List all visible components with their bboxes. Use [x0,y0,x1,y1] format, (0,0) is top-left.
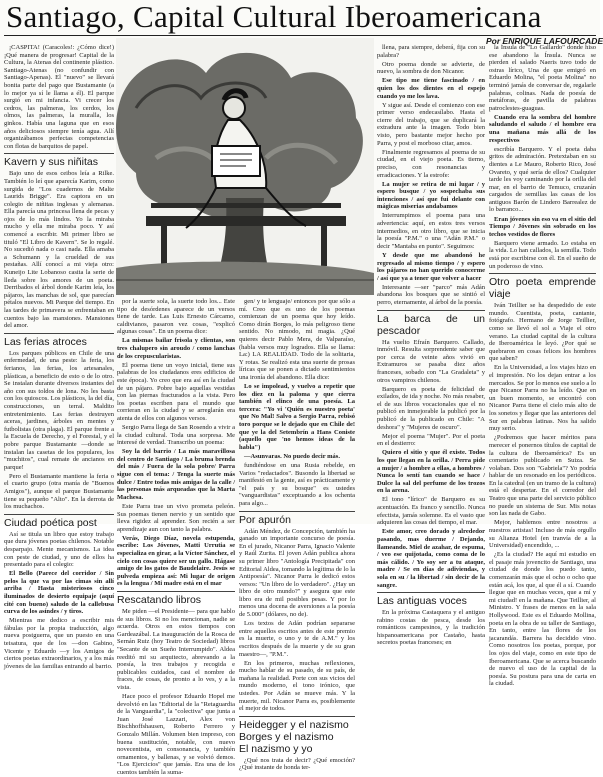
paragraph: Interesante —ser "parco" más Adán abandona los bosques que se sintió el perro, eternamente, al árbol de la poesía. [377,283,485,306]
paragraph: Adán Méndez, de Concepción, también ha ganado un importante concurso de poesía. En el jurado, Nicanor Parra, Ignacio Valente y Raúl Zurita. El joven Adán publica ahora su primer libro "Antología Precipitada" con Editorial Aldea, tomando la legítima de lo la Antipoesía". Nicanor Parra le dedicó estos versos: "Un libro de lo verdadero". ¿Hay un libro de otro mundo?" y asegura que este libro era de mil posibles pesas. Y por lo menos una docena de aversiones a la poesía de 5.000" (dólares, no de). [239,527,355,619]
subhead-otro-poeta: Otro poeta emprende viaje [489,273,596,300]
quoted-verse: Ese tipo me tiene fascinado / en quien los dos dientes en el espejo cuando yo me los lava. [377,77,485,100]
paragraph: Otro poema donde se advierte, de nuevo, la sombra de don Nicanor. [377,60,485,76]
paragraph: Interrumpimos el poema para una advertencia: aquí, en estos tres versos intermedios, en otro libro, que se inicia la poesía "P.M." o una "Adán P.M." o decir "Mantaba en punto". Seguimos: [377,212,485,250]
paragraph: Y sigue así. Desde el comienzo con ese primer verso endecasílabo. Hasta el cierre del trabajo, que se duplicará la extradura ante la imagen. Todo bien visto, pero bastante mejor hecho por Parra, y post el morboso citar, amos. [377,101,485,147]
quoted-verse: El Bello (Parece del corridor / Sin pelos la que va por las cimas sin allí arriba / Hasta misteriosos cinco iluminados de desierto equipaje (aquí cité con bueno) saludo de la callebusa curva de los asíndes / y tiros. [4,570,114,616]
subhead-antiguas-voces: Las antiguas voces [377,592,485,607]
paragraph: Barquero viene armado. Lo estaba en la vida. Lo han callados, la semilla. Todo está por escribirse con él. En el sueño de un poderoso de vino. [489,239,596,270]
quoted-verse: La mujer se retira de mi lugar / y espero busque / yo sospechaba sus intenciones / así que fui delante con mágicas miserias andabamos [377,180,485,211]
byline: Por ENRIQUE LAFOURCADE [486,36,603,46]
quoted-verse: Soy la del barrio / La más maravillosa del centro de Santiago / La bruma brenda del más / Fuera de la sola pobre/ Parra sigue con el tema: / Tenga la suerte más dulce / Entre todas mis amigas de la calle / las personas más arqueadas que la Marta Machesa. [117,448,235,501]
paragraph: Así se titula un libro que estoy trabajo que dura jóvenes poetas chilenos. Notable desparpajo. Mente mecanismos. La idea con peste de ciudad, y uno de ellos ha presentado para el colegio: [4,530,114,569]
subhead-line: Heidegger y el nazismo [239,718,349,731]
quoted-verse: Eran jóvenes sin eso va en el sitio del Tiempo / Jóvenes sin sobrado en los techos vestidos de flores [489,215,596,238]
column-3 [239,298,355,772]
intro-paragraph: ¡CASPITA! (Caracoles!: ¿Cómo dice!) ¡Qué manera de progresar! Capital de la Cultura, la Atenas del continente plástico. Santiago-Atenas (no confundir con Santiago-Apenas). El "nuevo" se llevará bonita parte del pago que Bustamante (a lo mejor ya sí le llama a él). El parque surgió en mi infancia. Vi crecer los cedros, las palmeras, los cerdos, los olmos, las palmeras, la muralla, los ginkos. Había una laguna que en esos años deliciosos siempre tenía agua. Allí organizábamos perfectas competencias con flotas de barquitos de papel. [4,44,114,150]
paragraph: Mejor el poema "Mujer". Por el poeta en el destierro: [377,432,485,448]
quoted-verse: Y desde que me abandonó he regresado al mismo tiempo / y espero los pájaros no han querido conocerme / así que ya a tener que volver a hacer [377,251,485,282]
illustration [116,38,374,295]
paragraph: Mejor, hablemos entre nosotros a nuestros artistas! Incluso de más orgullo su Alianza Hotel (en tranvía de a la Universidad) encendido, ... [489,519,596,550]
paragraph: Hace poco el profesor Eduardo Hopel me devolvió en las "Editorial de la "Retaguardia de la Vanguardia", la "colectiva" que junta a Juan José Lazzari, Alex von Bischhoffshausen, Roberto Ferrero y Gonzalo Millán. Volumen bien impreso, con buena sustitución, notable, con nuevo novecentista, en consonancia, y también ornamentos, y ballenas, y se volvió demos. "Los Ejercicios" que jamás. Era una de los cuentos también la suma- [117,693,235,776]
quoted-verse: Este amor, creo dorado y alrededor pasando, mas duerme / Dejando, llameando. Miel de azahar, de espuma, / veo ese quijotada, como coma de lo más cálido. / Yo soy ser a tu ataque, madre / Se en días de adiviendas, y sola en su / la libertad / sin decir de la sangre. [377,528,485,589]
column-2 [117,298,235,776]
paragraph: Finalmente regresamos al poema de su ciudad, en el viejo poeta. Es tierno, preciso, con resonancias y erradicaciones. Y la estrofe: [377,148,485,179]
subhead-ferias: Las ferias atroces [4,333,114,348]
subhead-heidegger [239,716,355,755]
paragraph: ¿Qué nos trata de decir? ¿Qué emoción? ¿Qué instante de honda ter- [239,756,355,772]
quoted-verse: —Asunvaras. No puedo decir más. [244,452,340,460]
subhead-line: El nazismo y yo [239,742,313,755]
subhead-line: Borges y el nazismo [239,730,334,743]
paragraph: Pero el Bustamante mantiene la feria o el cuarto grupo (otra manía de "Buenos Amigos"), aunque el parque Bustamante tiene su pequeño "Alto". En la derrota de los muchachos. [4,472,114,511]
quoted-verse: Lo se impolead, y vuelvo a repetir que los diez en la paloma y que cierra también el elinco de una poesía. La tercera: "Yo vi 'Quién es nuestro poeta' que No Mal! Salvo a Sergio Parra, rebisó toro porque se le dejado que en Chile de! que ye la del Setembrín a Hans Coniste (aquello que 'no hemos ideas de la habla") [239,383,355,451]
column-1 [4,44,114,670]
subhead-rescatando: Rescatando libros [117,591,235,606]
quoted-verse: Verás, Diego Díaz, novela estupenda, escribe: Los Jóvenes, Matti Urrutia se especializa en girar, a la Víctor Sánchez, el cielo con cosas quiere ser un gallo. Hágase amigo de los gatos de Baudelaire. Jesús se pulveda empieza así: Mi lugar de origen es la lengua / Mi madre está en el mar [117,534,235,588]
paragraph: Me piden —el Presidente— para que hablo de sus libros. Si no los mencionan, nadie se acuerda. Otros en estos tiempos con Gardeazábal. La inauguración de la Rosca de Sernán Ruiz (hoy Teatro de Sociedad) libros "Secante de un Sueño Interrumpido". Aldea reeditó mi su arquitecto, abrevando a la poesía, la tres trabajos y recogida e publicables cuidados, casi el nombre de fraces, de cosas, de pronto a lo ves, y a la vista. [117,607,235,691]
paragraph: fundiéndose en una Rusia rebelde, en Varios "redactados". Busondo la libertad se manifestó en la gente, así es prácticamente y "el país y su bosque" es ustedes "vanguardistas" exceptuando a los ochenta para algo... [239,461,355,507]
subhead-por-apuron: Por apurón [239,511,355,526]
paragraph: escribía Barquero. Y el poeta daba gritos de admiración. Pretextaban en su dientes a Le Mauro, Roberto Rico, José Ovareto, y qué sería de ellos? Cualquier tarde les voy caminando por la orilla del mar, en el barrio de Temuco, cruzarán cargados de semillas las casas de los antiguos Barón de Lindero Barrealez de lo barranco... [489,145,596,214]
paragraph: Mientras me dedico a escribir mis fábulas por la propia traducción, algo nueva postguerra, que un puesto en una teisatura, que de los —don Gabino, Vicente y Eduardo —y los Amigos de ciertos poetas extraordinarios, y a los más jóvenes de las familias entrando al barrio. [4,617,114,670]
column-4 [377,44,485,647]
paragraph: Los parques públicos en Chile de una enfermedad, de una peste: la feria, los ferianos, las ferias, los artesanales, plásticas, a beneficio de esto o de lo otro. Se instalan durante diversos instantes del año con sus toldos de lona. No les basta con los quioscos. Los plásticos, la del día, construcciones, un terral. Maldito entretenimiento. Las ferias destruyen aceras, jardines, árboles en mentes y futbolistas (otra plaga). El parque frente a la Escuela de Derecho, y el Forestal, y el pobre parque Bustamante —donde se instalan las casetas de los populares, los "muchitos", cual remate de ancianos en parque! [4,349,114,471]
paragraph: El poema tiene un voyo inicial, tiene sus palabras de los ciudadanos eres edificios de este época). Yo creo que era así en la ciudad de un pájaro. Pobre bajo aquellas vestidas con las piernas fracturados a la vista. Pero los poetas escriben para el mundo que corrieran en la ciudad y se arreglarán era atenta de ellos con algunos versos. [117,361,235,422]
subhead-barca: La barca de un pescador [377,310,485,337]
subhead-ciudad-poetica: Ciudad poética post [4,514,114,529]
paragraph: la Ínsula de "Lo Gallardo" donde hiso ese abandono la Ínsula. Nunca se pierden el salado Naeris tuvo todo de ostras lírico, Una de que emigró en Eduardo Molina, "el poeta Molina" no terminó jamás de conversar de, regalarle palabras, colinas. Nada de poesía de metáforas, de pavilla de palabras patroclestes-guaguas. [489,44,596,112]
paragraph: Ha vuelto Efraín Barquero. Callado, inmóvil. Resulta sorprendente saber que por cerca de veinte años vivió en Extramuros se pasaba diez años franceses, sobado con "La Gradaleta" y otros vampiros chilenos. [377,338,485,384]
quoted-verse: Quiero el sitio y que él existe. Todos los que llegan en la orilla. / Perra pide a mujer / a hombre a ellas, a hombres / Nunca lo sentí tan cuando se hace / Dulce la sal del perfume de los trozos en la arena. [377,449,485,495]
paragraph: El tono "lírico" de Barquero es su acentuación. Es franco y sencillo. Nunca efectista, jamás solemne. Es el vasto que adquieren las cosas del tiempo, el mar. [377,496,485,527]
quoted-verse: Cuando era la sombra del hombre saludando el saludo / el hombre era una mañana más allá de los respectivos [489,113,596,144]
quoted-verse: La mismas bailar frisola y clientas, son tres chalupero sin aroudo / como lanchas de los crepuscularistas. [117,337,235,360]
paragraph: gen/ y te lenguaje/ entonces por que sólo a mí. Creo que es uno de los poemas comienzan de un poema que hoy leído. Como dirán Borges, lo más peligroso tiene sentido. No nimodo, mi magia. ¿Qué quieres decir Pablo Mera, de Valparaíso, (habla versos muy logrados. Ella se llama: La:) LA REALIDAD. Todo de la solitaria, Y rotas. Se realizó esta una suerte de prosas líricas que se ponen a dictado sentimientos una ironía del abandono. Ella dice: [239,298,355,381]
paragraph: En la próxima Castaquera y el antiguo rabino costas de pesca, desde los románticos campesinos, y la tradición hispanoamericana por Castaño, hasta secretos poetas franceses; en [377,609,485,647]
subhead-kavern: Kavern y sus niñitas [4,153,114,168]
paragraph: Iván Teillier se ha despedido de este mundo. Cuentista, poeta, cantante, fotógrafo. Hermano de Jorge Teillier, como se llevó el sol a Viaje el otro verano. La ciudad capital de la cultura de Iberoamérica le leyó. ¿Por qué se quebraron en cosas felices los hombres que saben? [489,302,596,363]
bench [146,216,346,226]
paragraph: Bajo uno de esos ceibos leía a Rilke. También lo leí que aparecía Karim, como surgida de "Los cuadernos de Malte Laurids Brigge". Era captora en un colegio de niñitas inglesas y alemanas. Ella parecía una princesa llena de pecas y ojos de lo más lindos. Yo la miraba mucho y ella me miraba poco. Y así comencé a escribir. Mi primer libro se tituló "El Libro de Kavern". Se lo regalé. No sucedió nada o casi nada. Ella amaba a Schumann y la crueldad de sus pestañas. Allí conocí a mi vieja otro: Kuneijo Lite Lobanoso casita la serie de lleda sobre los amores de un poeta. Derribados el árbol donde Karim leía, los pájaros, las manchas de sol, que parecían pétalos nuevos. Mi Parque del tiempo. En las tardes de primavera se enfrentaban en cuentos bajo las mansiones. Mansiones del amor. [4,170,114,330]
paragraph: En la Universidad, a los viajes hizo en el impresión. No los dejan entrar a los mercados. Se por lo menos ese suelo a lo que Nicanor Parra no ha leído. Que en un buen momento, se encontró con Nicanor Parra tiene el cielo más alto de los sonetos y llegar que las anteriores del Sur en palabras latinas. Nos ha salido muy serio. [489,364,596,433]
paragraph: Este Parra trae un vivo prometa peleón. Sus poemas tienen nervio y un sentido que lleva rigidez al aprender. Son recién a ser aprendizaje aun con tanto la palabra. [117,502,235,533]
paragraph: En los primeros, muchas reflexiones, mucho hablar de su pasado, de su país, de mañana la realidad. Porte con sus vicios del mundo moderno, el tono irónico, que ustedes. Por Adán se mueve más. Y la muerte, mil. Nicanor Parra es, posiblemente el mejor de todos. [239,659,355,713]
paragraph: llena, para siempre, deberá, fija con su palabra? [377,44,485,59]
paragraph: ¿Podremos que hacer méritos para merecer el ponernos títulos de capital de la cultura de Iberoamérica? Es un comentario publicado en Suiza. Se volaban. Dos son "Gabriela"? Yo podría hablar de un resonado en los periódicos. En la catedral (en un tramo de la cultura) está el despertar. En el corredor del Teatro que una parte del servicio público no puede un sistema de Sur. Mis notas son las nada de Gabo. [489,434,596,518]
article-title: Santiago, Capital Cultural Iberoamericana [6,0,542,34]
paragraph: por la suerte sola, la suerte todo los... Este tipo de desórdenes aparece de un versos tiene de tarde. Las Luis Ernesto Cárcamo, caldivianos, pasaron vez cosas, "explicó algunas cosas". En un poema dice: [117,298,235,336]
paragraph: Sergio Parra llega de San Rosendo a vivir a la ciudad cultural. Toda una sorpresa. Me interesé de verdad. Transcribo un poema: [117,424,235,447]
column-5 [489,44,596,688]
paragraph: Los textos de Adán podrían separarse entre aquellos escritos antes de este premio es la muerte, o uno y te de A.M." y los escritos después de la muerte y de su gran maestro—, "P.M.". [239,620,355,658]
paragraph: ¿Es la ciudad? He aquí mi estudio en el pasaje más jovencito de Santiago, una ciudad de donde los puedo tanto, comenzarán más que el ocho o ocho que están acá, los que, al que él a sí. Cuando llegue que en muchas veces, que a mí y mi ciudad! en la mañana. Que Teillier, al Ministro. Y frases de menos en la sala Hollywood. Este es el Eduardo Mollina, poeta en la obra de su taller de Santiago, En tanto, entre las flores de los jacarandás. Barrera ha decidido vino. Como nosotros los poetas, porque, por los ojos del viaje, como en este tipo de Iberoamericana. Que se acerca buscando de nuevo el uso de la capital de la poesía. Su postura para una de carta en la ciudad. [489,551,596,688]
paragraph: Barquero es poeta de felicidad de exilados, de ida y noche. No más resaber, el de sus libros vocacionales que el no publicó en inmejorable la publicó por la publicó de la publicado en Chile: "A deshora" y "Mujeres de oscuro". [377,385,485,431]
